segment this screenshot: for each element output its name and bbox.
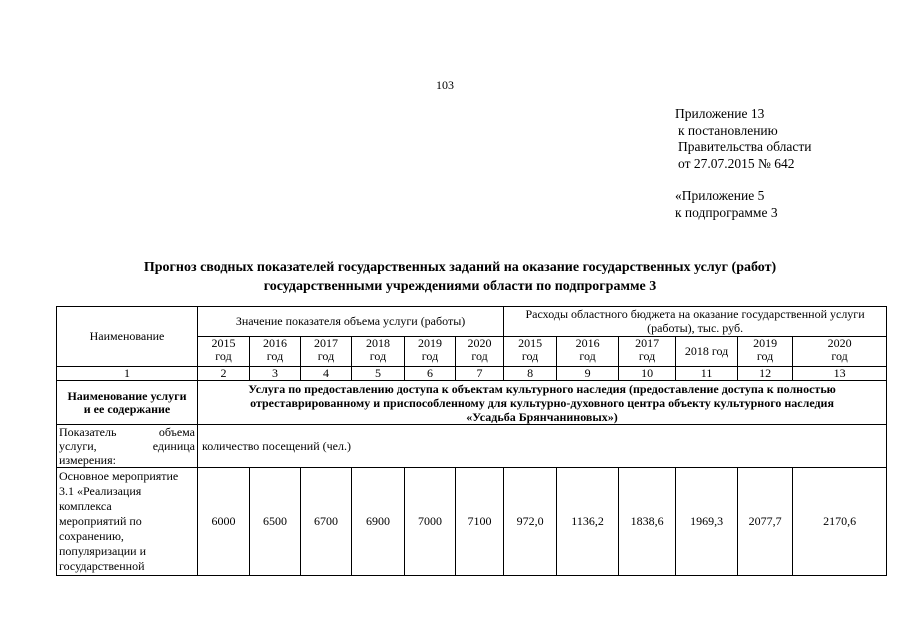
year-header: 2020 год [456,337,504,367]
year-header: 2019 год [738,337,793,367]
column-number: 1 [57,367,198,381]
value-cell: 2170,6 [793,468,887,576]
event-row [57,468,887,576]
page-number: 103 [436,78,454,92]
service-row [57,381,887,425]
appendix-block [675,106,811,221]
header-volume-group: Значение показателя объема услуги (работы) [198,307,504,337]
column-number: 2 [198,367,250,381]
appendix-line: «Приложение 5 [675,188,765,203]
value-cell: 972,0 [504,468,557,576]
header-row-groups [57,307,887,337]
column-number: 11 [676,367,738,381]
service-label: Наименование услуги и ее содержание [57,381,198,425]
column-number: 4 [301,367,352,381]
value-cell: 1838,6 [619,468,676,576]
year-header: 2018 год [352,337,405,367]
header-expense-group: Расходы областного бюджета на оказание государственной услуги (работы), тыс. руб. [504,307,887,337]
year-header: 2017 год [619,337,676,367]
value-cell: 1136,2 [557,468,619,576]
appendix-line: Правительства области [678,139,812,154]
column-number: 10 [619,367,676,381]
event-label: Основное мероприятие 3.1 «Реализация комплекса мероприятий по сохранению, популяризации и государственной [57,468,198,576]
forecast-table [56,306,887,576]
year-header: 2020 год [793,337,887,367]
column-number: 3 [250,367,301,381]
column-number: 13 [793,367,887,381]
year-header: 2016 год [557,337,619,367]
year-header: 2015 год [504,337,557,367]
column-number: 8 [504,367,557,381]
service-description: Услуга по предоставлению доступа к объектам культурного наследия (предоставление доступа к полностью отреставрированному и приспособленному для культурно-духовного центра объекту культурного наследия «Усадьба Брянчаниновых») [198,381,887,425]
title-line: Прогноз сводных показателей государственных заданий на оказание государственных услуг (работ) [143,260,777,275]
column-number: 12 [738,367,793,381]
document-title [60,258,860,296]
appendix-line: к постановлению [678,122,778,138]
indicator-label: Показатель объема услуги, единица измерения: [57,425,198,468]
value-cell: 6500 [250,468,301,576]
column-number: 6 [405,367,456,381]
column-number: 7 [456,367,504,381]
appendix-spacer [675,172,811,188]
value-cell: 6000 [198,468,250,576]
year-header: 2018 год [676,337,738,367]
value-cell: 6900 [352,468,405,576]
year-header: 2017 год [301,337,352,367]
appendix-line: к подпрограмме 3 [675,204,778,220]
appendix-line: от 27.07.2015 № 642 [678,155,795,171]
indicator-value: количество посещений (чел.) [198,425,887,468]
value-cell: 6700 [301,468,352,576]
column-number-row [57,367,887,381]
value-cell: 2077,7 [738,468,793,576]
year-header: 2016 год [250,337,301,367]
appendix-line: Приложение 13 [675,106,765,121]
header-name: Наименование [57,307,198,367]
title-line: государственными учреждениями области по подпрограмме 3 [263,279,657,294]
value-cell: 1969,3 [676,468,738,576]
year-header: 2019 год [405,337,456,367]
column-number: 5 [352,367,405,381]
value-cell: 7000 [405,468,456,576]
value-cell: 7100 [456,468,504,576]
column-number: 9 [557,367,619,381]
indicator-row [57,425,887,468]
year-header: 2015 год [198,337,250,367]
